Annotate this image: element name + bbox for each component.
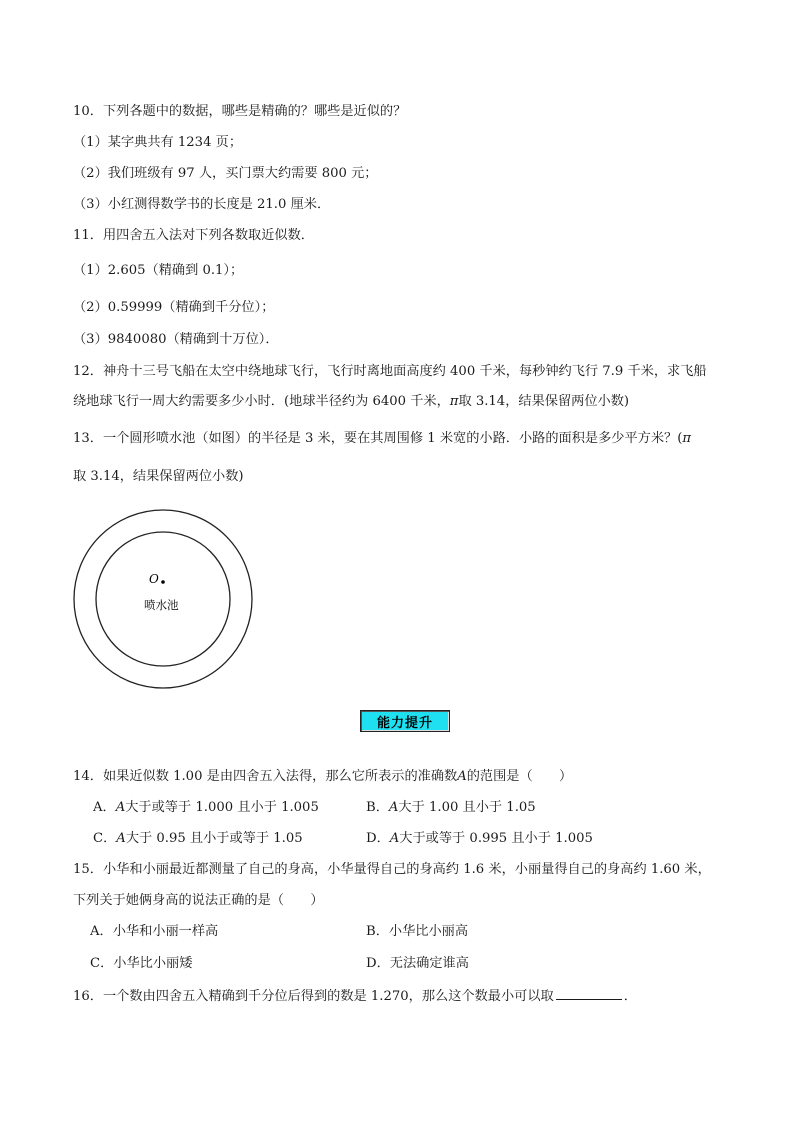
q13-line-1 bbox=[73, 430, 691, 448]
q14-option-a[interactable] bbox=[93, 799, 319, 817]
section-title-badge: 能力提升 bbox=[360, 710, 450, 732]
pool-label: 喷水池 bbox=[144, 598, 179, 612]
q10-stem: 10．下列各题中的数据，哪些是精确的？哪些是近似的？ bbox=[73, 104, 407, 119]
q16-text-a: 16．一个数由四舍五入精确到千分位后得到的数是 1.270，那么这个数最小可以取 bbox=[73, 989, 554, 1004]
option-text: 大于 0.95 且小于或等于 1.05 bbox=[125, 831, 303, 846]
option-letter: C． bbox=[93, 831, 117, 846]
center-label: O bbox=[149, 572, 159, 586]
q14-option-b[interactable] bbox=[366, 799, 536, 817]
q14-stem-b: 的范围是（ ） bbox=[466, 769, 573, 784]
q14-option-d[interactable] bbox=[366, 830, 593, 848]
q10-item-1: （1）某字典共有 1234 页； bbox=[73, 135, 243, 150]
q14-stem bbox=[73, 768, 572, 786]
q11-stem: 11．用四舍五入法对下列各数取近似数． bbox=[73, 228, 314, 243]
q15-option-a[interactable]: A．小华和小丽一样高 bbox=[90, 924, 219, 939]
q15-line-1: 15．小华和小丽最近都测量了自己的身高，小华量得自己的身高约 1.6 米，小丽量得自己的身高约 1.60 米， bbox=[73, 862, 711, 877]
q12-line-1: 12．神舟十三号飞船在太空中绕地球飞行，飞行时离地面高度约 400 千米，每秒钟约飞行 7.9 千米，求飞船 bbox=[73, 364, 707, 379]
option-text: 大于或等于 1.000 且小于 1.005 bbox=[125, 800, 319, 815]
option-var: A bbox=[388, 800, 399, 815]
option-text: 大于 1.00 且小于 1.05 bbox=[398, 800, 536, 815]
q11-item-2: （2）0.59999（精确到千分位）； bbox=[73, 300, 275, 315]
option-letter: A． bbox=[93, 800, 116, 815]
q15-option-d[interactable]: D．无法确定谁高 bbox=[366, 956, 469, 971]
q15-option-c[interactable]: C．小华比小丽矮 bbox=[90, 956, 193, 971]
fountain-diagram bbox=[70, 505, 260, 695]
option-letter: D． bbox=[366, 831, 390, 846]
q13-pi: π bbox=[682, 431, 692, 446]
q12-pi: π bbox=[449, 394, 459, 409]
center-point bbox=[161, 580, 165, 584]
q10-item-3: （3）小红测得数学书的长度是 21.0 厘米． bbox=[73, 197, 331, 212]
option-var: A bbox=[116, 831, 126, 846]
q15-line-2: 下列关于她俩身高的说法正确的是（ ） bbox=[73, 893, 324, 908]
option-var: A bbox=[389, 831, 400, 846]
q12-line-2b: 取 3.14，结果保留两位小数) bbox=[458, 394, 630, 409]
q12-line-2a: 绕地球飞行一周大约需要多少小时．(地球半径约为 6400 千米， bbox=[73, 394, 450, 409]
q16-line bbox=[73, 986, 637, 1006]
q11-item-1: （1）2.605（精确到 0.1）； bbox=[73, 263, 244, 278]
q13-line-1a: 13．一个圆形喷水池（如图）的半径是 3 米，要在其周围修 1 米宽的小路．小路的面积是多少平方米？( bbox=[73, 431, 683, 446]
option-var: A bbox=[115, 800, 126, 815]
option-letter: B． bbox=[366, 800, 389, 815]
q13-line-2: 取 3.14，结果保留两位小数) bbox=[73, 469, 244, 484]
q10-item-2: （2）我们班级有 97 人，买门票大约需要 800 元； bbox=[73, 166, 378, 181]
q12-line-2 bbox=[73, 393, 629, 411]
q14-option-c[interactable] bbox=[93, 830, 303, 848]
q11-item-3: （3）9840080（精确到十万位）． bbox=[73, 332, 279, 347]
q15-option-b[interactable]: B．小华比小丽高 bbox=[366, 924, 469, 939]
q16-answer-blank[interactable] bbox=[556, 986, 622, 1000]
q14-var: A bbox=[457, 769, 467, 784]
q16-text-b: ． bbox=[623, 989, 637, 1004]
q14-stem-a: 14．如果近似数 1.00 是由四舍五入法得，那么它所表示的准确数 bbox=[73, 769, 458, 784]
option-text: 大于或等于 0.995 且小于 1.005 bbox=[399, 831, 593, 846]
